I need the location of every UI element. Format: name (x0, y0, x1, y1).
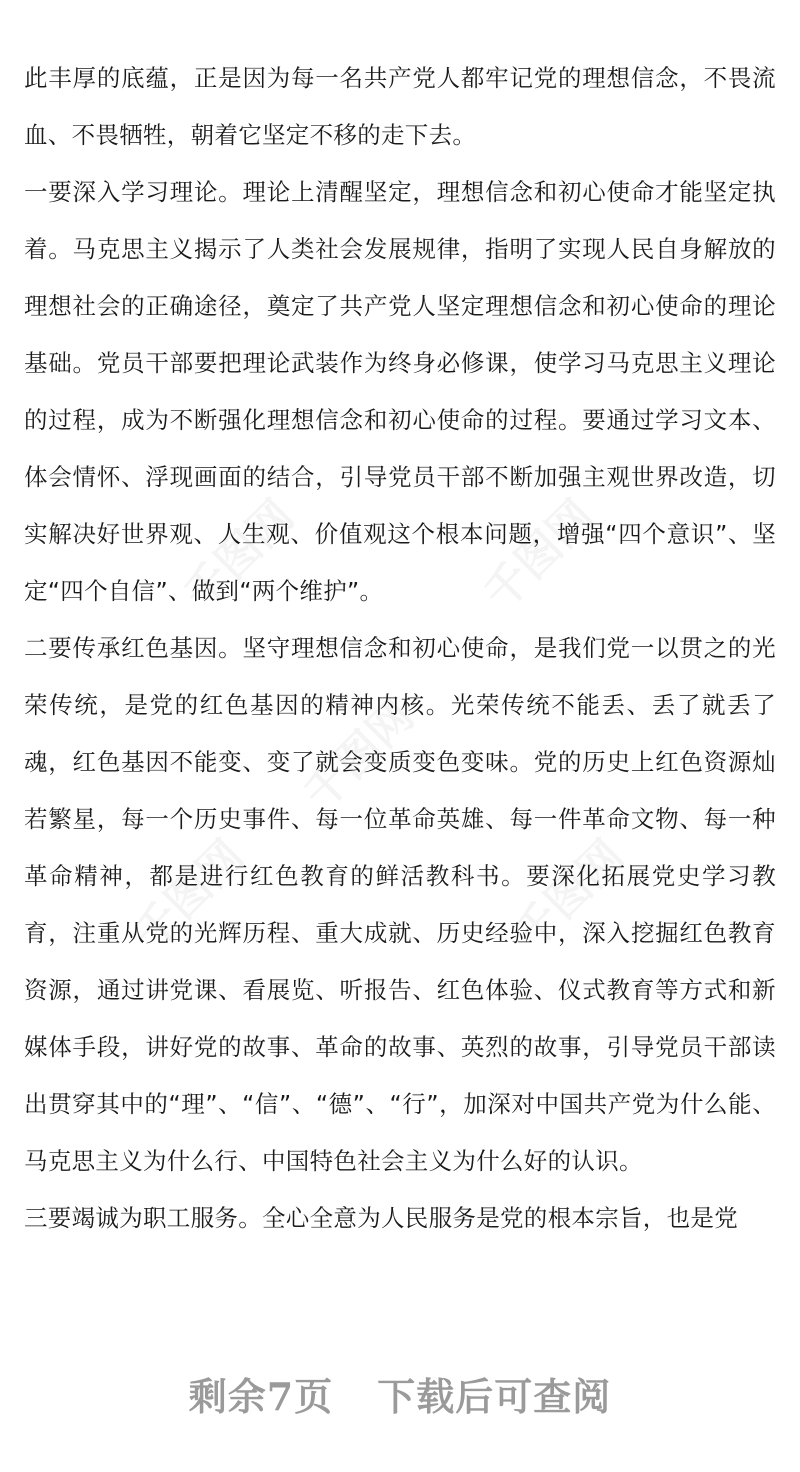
paragraph: 二要传承红色基因。坚守理想信念和初心使命，是我们党一以贯之的光荣传统，是党的红色基因的精神内核。光荣传统不能丢、丢了就丢了魂，红色基因不能变、变了就会变质变色变味。党的历史上红色资源灿若繁星，每一个历史事件、每一位革命英雄、每一件革命文物、每一种革命精神，都是进行红色教育的鲜活教科书。要深化拓展党史学习教育，注重从党的光辉历程、重大成就、历史经验中，深入挖掘红色教育资源，通过讲党课、看展览、听报告、红色体验、仪式教育等方式和新媒体手段，讲好党的故事、革命的故事、英烈的故事，引导党员干部读出贯穿其中的“理”、“信”、“德”、“行”，加深对中国共产党为什么能、马克思主义为什么行、中国特色社会主义为什么好的认识。 (24, 634, 776, 1175)
remaining-pages-label: 剩余7页 (188, 1374, 334, 1419)
paragraph: 此丰厚的底蕴，正是因为每一名共产党人都牢记党的理想信念，不畏流血、不畏牺牲，朝着它坚定不移的走下去。 (24, 64, 776, 149)
download-prompt[interactable] (0, 1366, 800, 1421)
paragraph: 三要竭诚为职工服务。全心全意为人民服务是党的根本宗旨，也是党 (24, 1204, 738, 1232)
download-to-view-label: 下载后可查阅 (377, 1374, 612, 1419)
document-body (24, 50, 776, 1247)
paragraph: 一要深入学习理论。理论上清醒坚定，理想信念和初心使命才能坚定执着。马克思主义揭示了人类社会发展规律，指明了实现人民自身解放的理想社会的正确途径，奠定了共产党人坚定理想信念和初心使命的理论基础。党员干部要把理论武装作为终身必修课，使学习马克思主义理论的过程，成为不断强化理想信念和初心使命的过程。要通过学习文本、体会情怀、浮现画面的结合，引导党员干部不断加强主观世界改造，切实解决好世界观、人生观、价值观这个根本问题，增强“四个意识”、坚定“四个自信”、做到“两个维护”。 (24, 178, 776, 605)
